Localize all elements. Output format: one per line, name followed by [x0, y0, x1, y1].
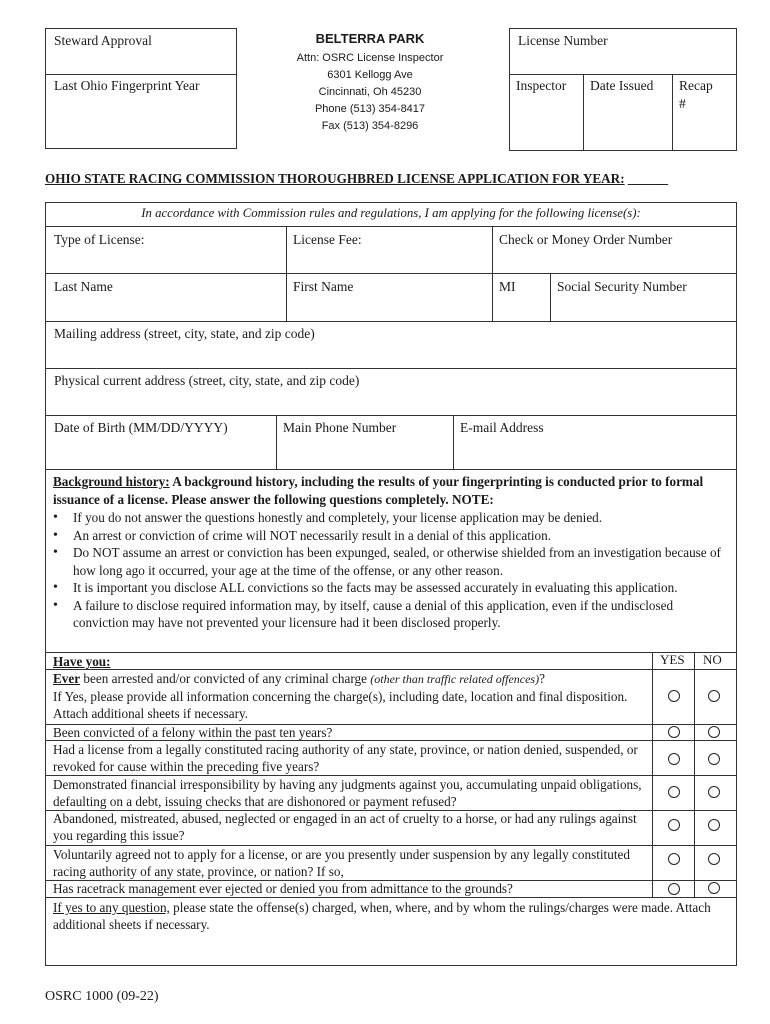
q6-yes-radio[interactable]	[668, 853, 680, 865]
date-issued-label: Date Issued	[590, 78, 654, 93]
q1-no-radio[interactable]	[708, 690, 720, 702]
question-ejected: Has racetrack management ever ejected or denied you from admittance to the grounds?	[53, 881, 513, 896]
list-item: • It is important you disclose ALL convictions so the facts may be assessed accurately in evaluating this application.	[53, 579, 729, 597]
q4-yes-radio[interactable]	[668, 786, 680, 798]
application-form	[45, 202, 737, 966]
main-phone-label: Main Phone Number	[283, 420, 397, 435]
last-fingerprint-label: Last Ohio Fingerprint Year	[54, 78, 200, 93]
mailing-address-label: Mailing address (street, city, state, and zip code)	[54, 326, 315, 341]
recap-hash: #	[679, 96, 686, 111]
steward-box	[45, 28, 237, 149]
no-column-header: NO	[703, 652, 722, 667]
mi-label: MI	[499, 279, 516, 294]
q6-no-radio[interactable]	[708, 853, 720, 865]
org-name: BELTERRA PARK	[315, 31, 425, 46]
license-number-box	[509, 28, 737, 151]
q4-no-radio[interactable]	[708, 786, 720, 798]
question-arrested: Ever been arrested and/or convicted of any criminal charge (other than traffic related offences)? If Yes, please provide all information concerning the charge(s), including date, location and final disposition. Attach additional sheets if necessary.	[53, 671, 628, 721]
question-license-denied: Had a license from a legally constituted racing authority of any state, province, or nation denied, suspended, or revoked for cause within the preceding five years?	[53, 742, 638, 774]
q2-no-radio[interactable]	[708, 726, 720, 738]
question-suspension: Voluntarily agreed not to apply for a license, or are you presently under suspension by any legally constituted racing authority of any state, province, or nation? If so,	[53, 847, 630, 879]
list-item: • A failure to disclose required information may, by itself, cause a denial of this application, even if the undisclosed conviction may have not prevented your licensure had it been disclosed properly.	[53, 597, 729, 632]
question-felony: Been convicted of a felony within the past ten years?	[53, 725, 333, 740]
question-financial: Demonstrated financial irresponsibility by having any judgments against you, accumulating unpaid obligations, defaulting on a debt, issuing checks that are dishonored or payment refused?	[53, 777, 642, 809]
ssn-label: Social Security Number	[557, 279, 687, 294]
street-line: 6301 Kellogg Ave	[327, 69, 413, 81]
type-of-license-label: Type of License:	[54, 232, 145, 247]
q5-no-radio[interactable]	[708, 819, 720, 831]
license-number-label: License Number	[518, 33, 608, 48]
form-intro: In accordance with Commission rules and regulations, I am applying for the following license(s):	[141, 206, 641, 220]
yes-column-header: YES	[660, 652, 685, 667]
inspector-label: Inspector	[516, 78, 567, 93]
have-you-heading: Have you:	[53, 654, 111, 669]
q1-yes-radio[interactable]	[668, 690, 680, 702]
form-code-footer: OSRC 1000 (09-22)	[45, 989, 159, 1004]
last-name-label: Last Name	[54, 279, 113, 294]
title-year-blank: _______	[627, 171, 668, 186]
recap-label: Recap	[679, 78, 713, 93]
background-heading: Background history:	[53, 474, 170, 489]
attn-line: Attn: OSRC License Inspector	[296, 52, 444, 64]
org-address-block	[270, 30, 470, 135]
q7-no-radio[interactable]	[708, 882, 720, 894]
email-label: E-mail Address	[460, 420, 544, 435]
phone-line: Phone (513) 354-8417	[314, 103, 426, 115]
followup-instructions: If yes to any question, please state the offense(s) charged, when, where, and by whom the rulings/charges were made. Attach additional sheets if necessary.	[53, 900, 711, 932]
background-notes-list	[53, 509, 729, 632]
fax-line: Fax (513) 354-8296	[321, 120, 419, 132]
physical-address-label: Physical current address (street, city, state, and zip code)	[54, 373, 360, 388]
list-item: • An arrest or conviction of crime will NOT necessarily result in a denial of this application.	[53, 527, 729, 545]
q3-no-radio[interactable]	[708, 753, 720, 765]
page-title: OHIO STATE RACING COMMISSION THOROUGHBRED LICENSE APPLICATION FOR YEAR: _______	[45, 171, 668, 186]
check-money-order-label: Check or Money Order Number	[499, 232, 673, 247]
dob-label: Date of Birth (MM/DD/YYYY)	[54, 420, 228, 435]
list-item: • If you do not answer the questions honestly and completely, your license application may be denied.	[53, 509, 729, 527]
first-name-label: First Name	[293, 279, 354, 294]
q7-yes-radio[interactable]	[668, 883, 680, 895]
city-line: Cincinnati, Oh 45230	[318, 86, 422, 98]
q5-yes-radio[interactable]	[668, 819, 680, 831]
steward-approval-label: Steward Approval	[54, 33, 152, 48]
q2-yes-radio[interactable]	[668, 726, 680, 738]
question-cruelty: Abandoned, mistreated, abused, neglected or engaged in an act of cruelty to a horse, or had any rulings against you regarding this issue?	[53, 811, 637, 843]
license-fee-label: License Fee:	[293, 232, 362, 247]
list-item: • Do NOT assume an arrest or conviction has been expunged, sealed, or otherwise shielded from an investigation because of how long ago it occurred, your age at the time of the offense, or any other reason.	[53, 544, 729, 579]
q3-yes-radio[interactable]	[668, 753, 680, 765]
background-intro: Background history: A background history, including the results of your fingerprinting is conducted prior to formal issuance of a license. Please answer the following questions completely. NOTE:	[53, 474, 704, 507]
